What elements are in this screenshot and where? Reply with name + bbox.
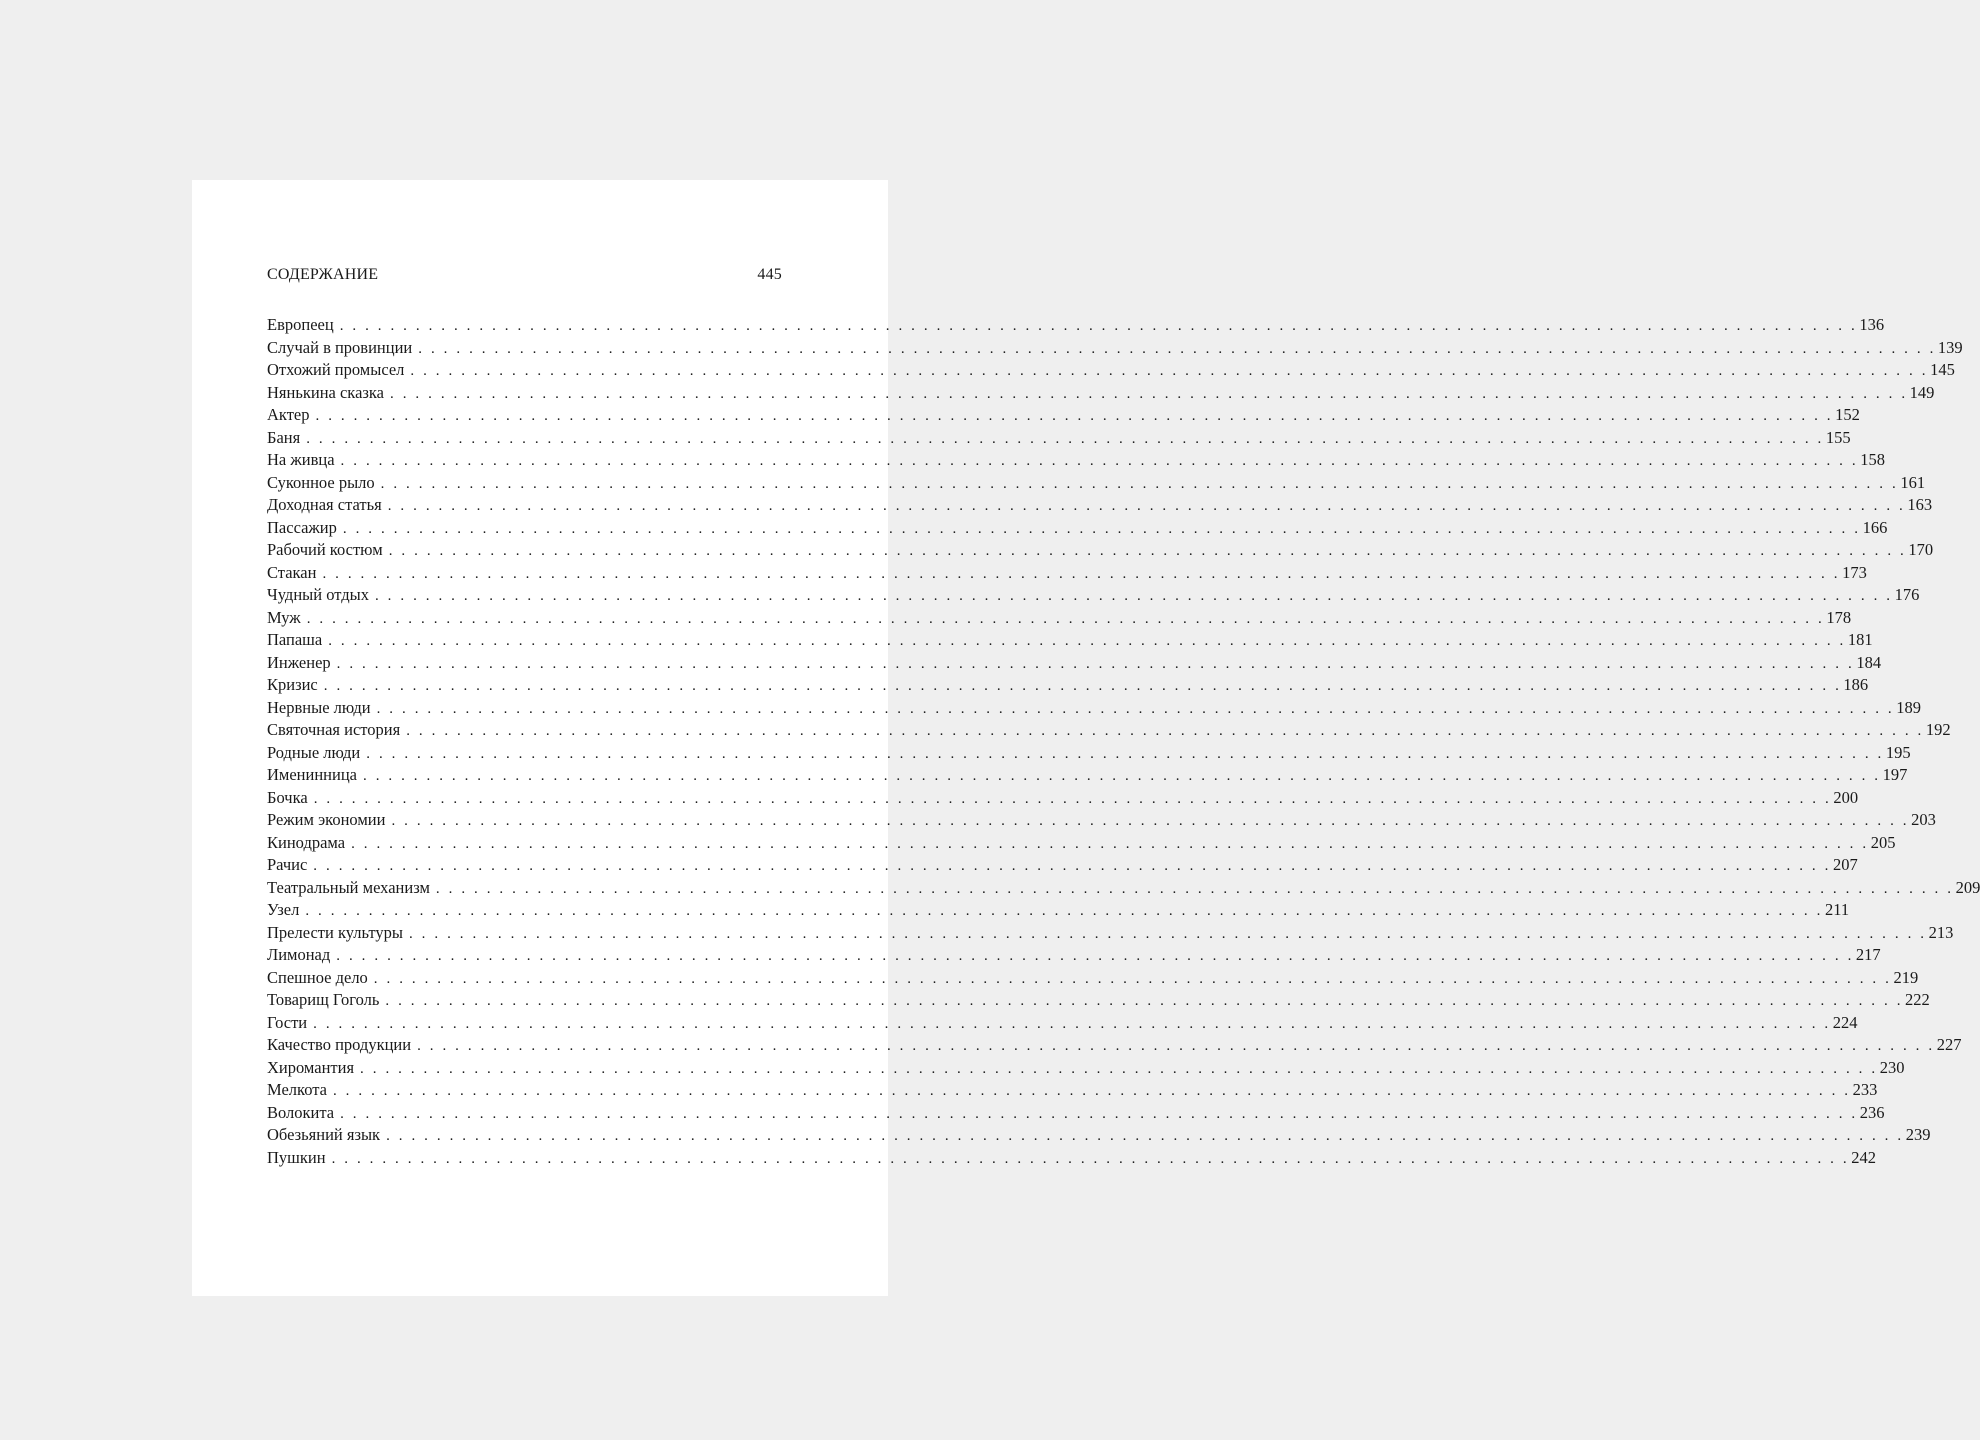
toc-entry-page: 170 [1908,540,1934,559]
dot-leader: . . . . . . . . . . . . . . . . . . . . . . . . . . . . . . . . . . . . . . . . . . . . . . . . . . . . . . . . . . . . . . . . . . . . . . . . . . . . . . . . . . . . . . . . . . . . . . . . . . . . . . . . . . . . . . . . . . . . . . . . [331,1150,1850,1167]
toc-entry [267,1124,1931,1147]
dot-leader: . . . . . . . . . . . . . . . . . . . . . . . . . . . . . . . . . . . . . . . . . . . . . . . . . . . . . . . . . . . . . . . . . . . . . . . . . . . . . . . . . . . . . . . . . . . . . . . . . . . . . . . . . . . . . . . . . . . . . . . . [306,430,1824,447]
toc-entry [267,404,1860,427]
toc-entry-page: 163 [1907,495,1933,514]
toc-entry-page: 219 [1893,967,1919,987]
toc-entry [267,472,1926,495]
toc-entry [267,787,1859,810]
dot-leader: . . . . . . . . . . . . . . . . . . . . . . . . . . . . . . . . . . . . . . . . . . . . . . . . . . . . . . . . . . . . . . . . . . . . . . . . . . . . . . . . . . . . . . . . . . . . . . . . . . . . . . . . . . . . . . . . . . . . . . . . [376,700,1895,717]
dot-leader: . . . . . . . . . . . . . . . . . . . . . . . . . . . . . . . . . . . . . . . . . . . . . . . . . . . . . . . . . . . . . . . . . . . . . . . . . . . . . . . . . . . . . . . . . . . . . . . . . . . . . . . . . . . . . . . . . . . . . . . . [363,768,1881,784]
toc-entry-page: 213 [1928,922,1954,942]
toc-entry-page: 211 [1824,900,1850,919]
toc-entry [267,899,1850,922]
toc-entry-title: Качество продукции [267,1035,412,1054]
toc-entry-title: Товарищ Гоголь [267,990,380,1009]
toc-entry-title: Кинодрама [267,832,346,852]
toc-entry-page: 166 [1862,517,1888,537]
toc-entry [267,809,1936,832]
dot-leader: . . . . . . . . . . . . . . . . . . . . . . . . . . . . . . . . . . . . . . . . . . . . . . . . . . . . . . . . . . . . . . . . . . . . . . . . . . . . . . . . . . . . . . . . . . . . . . . . . . . . . . . . . . . . . . . . . . . . . . . . [315,408,1834,424]
toc-entry-page: 242 [1851,1147,1876,1167]
toc-entry [267,877,1980,900]
toc-entry-title: Кризис [267,675,318,694]
dot-leader: . . . . . . . . . . . . . . . . . . . . . . . . . . . . . . . . . . . . . . . . . . . . . . . . . . . . . . . . . . . . . . . . . . . . . . . . . . . . . . . . . . . . . . . . . . . . . . . . . . . . . . . . . . . . . . . . . . . . . . . . [323,678,1842,694]
toc-entry-page: 236 [1859,1102,1885,1122]
toc-entry-title: Спешное дело [267,967,368,987]
toc-entry-title: Именинница [267,765,357,784]
toc-entry-title: Пушкин [267,1147,326,1167]
toc-entry-title: Гости [267,1012,308,1032]
toc-entry-page: 217 [1855,945,1881,964]
dot-leader: . . . . . . . . . . . . . . . . . . . . . . . . . . . . . . . . . . . . . . . . . . . . . . . . . . . . . . . . . . . . . . . . . . . . . . . . . . . . . . . . . . . . . . . . . . . . . . . . . . . . . . . . . . . . . . . . . . . . . . . . [373,970,1892,987]
toc-entry-page: 200 [1833,787,1859,807]
toc-entry [267,1012,1858,1035]
dot-leader: . . . . . . . . . . . . . . . . . . . . . . . . . . . . . . . . . . . . . . . . . . . . . . . . . . . . . . . . . . . . . . . . . . . . . . . . . . . . . . . . . . . . . . . . . . . . . . . . . . . . . . . . . . . . . . . . . . . . . . . . [306,610,1825,627]
toc-entry [267,832,1896,855]
toc-entry-title: Режим экономии [267,810,386,829]
toc-entry [267,337,1963,360]
toc-entry-title: Суконное рыло [267,472,375,492]
toc-entry-page: 222 [1905,990,1930,1009]
toc-entry-page: 152 [1835,405,1860,424]
toc-entry [267,944,1881,967]
dot-leader: . . . . . . . . . . . . . . . . . . . . . . . . . . . . . . . . . . . . . . . . . . . . . . . . . . . . . . . . . . . . . . . . . . . . . . . . . . . . . . . . . . . . . . . . . . . . . . . . . . . . . . . . . . . . . . . . . . . . . . . . [406,723,1924,739]
toc-entry-title: На живца [267,450,335,469]
toc-entry [267,314,1885,337]
toc-entry [267,652,1882,675]
toc-entry [267,382,1935,405]
toc-entry [267,359,1955,382]
dot-leader: . . . . . . . . . . . . . . . . . . . . . . . . . . . . . . . . . . . . . . . . . . . . . . . . . . . . . . . . . . . . . . . . . . . . . . . . . . . . . . . . . . . . . . . . . . . . . . . . . . . . . . . . . . . . . . . . . . . . . . . . [336,948,1854,964]
toc-entry [267,449,1885,472]
toc-entry-title: Папаша [267,630,323,649]
toc-entry-page: 149 [1909,382,1935,402]
toc-entry [267,1057,1905,1080]
dot-leader: . . . . . . . . . . . . . . . . . . . . . . . . . . . . . . . . . . . . . . . . . . . . . . . . . . . . . . . . . . . . . . . . . . . . . . . . . . . . . . . . . . . . . . . . . . . . . . . . . . . . . . . . . . . . . . . . . . . . . . . . [328,633,1846,649]
dot-leader: . . . . . . . . . . . . . . . . . . . . . . . . . . . . . . . . . . . . . . . . . . . . . . . . . . . . . . . . . . . . . . . . . . . . . . . . . . . . . . . . . . . . . . . . . . . . . . . . . . . . . . . . . . . . . . . . . . . . . . . . [386,1128,1904,1144]
toc-entry-page: 192 [1925,720,1951,739]
toc-entry-title: Обезьяний язык [267,1125,381,1144]
toc-entry-page: 197 [1882,765,1908,784]
toc-entry-title: Инженер [267,652,331,672]
toc-entry [267,494,1933,517]
toc-entry-title: Отхожий промысел [267,360,405,379]
dot-leader: . . . . . . . . . . . . . . . . . . . . . . . . . . . . . . . . . . . . . . . . . . . . . . . . . . . . . . . . . . . . . . . . . . . . . . . . . . . . . . . . . . . . . . . . . . . . . . . . . . . . . . . . . . . . . . . . . . . . . . . . [360,1060,1878,1077]
dot-leader: . . . . . . . . . . . . . . . . . . . . . . . . . . . . . . . . . . . . . . . . . . . . . . . . . . . . . . . . . . . . . . . . . . . . . . . . . . . . . . . . . . . . . . . . . . . . . . . . . . . . . . . . . . . . . . . . . . . . . . . . [332,1083,1851,1099]
toc-entry-page: 178 [1826,607,1852,627]
toc-entry-title: Прелести культуры [267,922,403,942]
toc-entry-page: 158 [1860,450,1885,469]
dot-leader: . . . . . . . . . . . . . . . . . . . . . . . . . . . . . . . . . . . . . . . . . . . . . . . . . . . . . . . . . . . . . . . . . . . . . . . . . . . . . . . . . . . . . . . . . . . . . . . . . . . . . . . . . . . . . . . . . . . . . . . . [313,1015,1831,1032]
dot-leader: . . . . . . . . . . . . . . . . . . . . . . . . . . . . . . . . . . . . . . . . . . . . . . . . . . . . . . . . . . . . . . . . . . . . . . . . . . . . . . . . . . . . . . . . . . . . . . . . . . . . . . . . . . . . . . . . . . . . . . . . [385,993,1904,1009]
toc-entry [267,607,1852,630]
toc-entry-title: Родные люди [267,742,361,762]
toc-entry-page: 184 [1856,652,1882,672]
toc-entry-title: Рачис [267,855,308,874]
toc-entry-title: Муж [267,607,301,627]
toc-entry-page: 233 [1852,1080,1878,1099]
toc-entry-title: Доходная статья [267,495,382,514]
toc-entry [267,629,1873,652]
toc-entry-title: Случай в провинции [267,337,413,357]
toc-entry [267,427,1851,450]
toc-entry [267,674,1869,697]
toc-entry-title: Лимонад [267,945,331,964]
toc-entry-title: Рабочий костюм [267,540,383,559]
toc-entry [267,562,1867,585]
page-number: 445 [757,266,782,283]
dot-leader: . . . . . . . . . . . . . . . . . . . . . . . . . . . . . . . . . . . . . . . . . . . . . . . . . . . . . . . . . . . . . . . . . . . . . . . . . . . . . . . . . . . . . . . . . . . . . . . . . . . . . . . . . . . . . . . . . . . . . . . . [380,475,1899,492]
toc-entry-title: Бочка [267,787,308,807]
toc-entry [267,517,1888,540]
toc-entry-page: 209 [1955,877,1980,897]
toc-entry-page: 203 [1911,810,1936,829]
toc-entry [267,742,1911,765]
table-of-contents [267,314,1980,1169]
dot-leader: . . . . . . . . . . . . . . . . . . . . . . . . . . . . . . . . . . . . . . . . . . . . . . . . . . . . . . . . . . . . . . . . . . . . . . . . . . . . . . . . . . . . . . . . . . . . . . . . . . . . . . . . . . . . . . . . . . . . . . . . [417,1038,1935,1054]
toc-entry [267,1147,1876,1170]
toc-entry [267,1034,1962,1057]
dot-leader: . . . . . . . . . . . . . . . . . . . . . . . . . . . . . . . . . . . . . . . . . . . . . . . . . . . . . . . . . . . . . . . . . . . . . . . . . . . . . . . . . . . . . . . . . . . . . . . . . . . . . . . . . . . . . . . . . . . . . . . . [342,520,1861,537]
dot-leader: . . . . . . . . . . . . . . . . . . . . . . . . . . . . . . . . . . . . . . . . . . . . . . . . . . . . . . . . . . . . . . . . . . . . . . . . . . . . . . . . . . . . . . . . . . . . . . . . . . . . . . . . . . . . . . . . . . . . . . . . [435,880,1954,897]
toc-entry [267,1079,1878,1102]
toc-entry-page: 173 [1842,562,1867,582]
dot-leader: . . . . . . . . . . . . . . . . . . . . . . . . . . . . . . . . . . . . . . . . . . . . . . . . . . . . . . . . . . . . . . . . . . . . . . . . . . . . . . . . . . . . . . . . . . . . . . . . . . . . . . . . . . . . . . . . . . . . . . . . [336,655,1855,672]
toc-entry-page: 189 [1896,697,1921,717]
dot-leader: . . . . . . . . . . . . . . . . . . . . . . . . . . . . . . . . . . . . . . . . . . . . . . . . . . . . . . . . . . . . . . . . . . . . . . . . . . . . . . . . . . . . . . . . . . . . . . . . . . . . . . . . . . . . . . . . . . . . . . . . [374,588,1893,604]
toc-entry-page: 155 [1825,427,1851,447]
toc-entry-title: Святочная история [267,720,401,739]
running-head [267,266,782,284]
toc-entry-page: 139 [1937,337,1963,357]
toc-entry-title: Волокита [267,1102,335,1122]
toc-entry [267,539,1934,562]
dot-leader: . . . . . . . . . . . . . . . . . . . . . . . . . . . . . . . . . . . . . . . . . . . . . . . . . . . . . . . . . . . . . . . . . . . . . . . . . . . . . . . . . . . . . . . . . . . . . . . . . . . . . . . . . . . . . . . . . . . . . . . . [391,813,1910,829]
toc-entry [267,989,1930,1012]
dot-leader: . . . . . . . . . . . . . . . . . . . . . . . . . . . . . . . . . . . . . . . . . . . . . . . . . . . . . . . . . . . . . . . . . . . . . . . . . . . . . . . . . . . . . . . . . . . . . . . . . . . . . . . . . . . . . . . . . . . . . . . . [418,340,1936,357]
dot-leader: . . . . . . . . . . . . . . . . . . . . . . . . . . . . . . . . . . . . . . . . . . . . . . . . . . . . . . . . . . . . . . . . . . . . . . . . . . . . . . . . . . . . . . . . . . . . . . . . . . . . . . . . . . . . . . . . . . . . . . . . [387,498,1906,514]
dot-leader: . . . . . . . . . . . . . . . . . . . . . . . . . . . . . . . . . . . . . . . . . . . . . . . . . . . . . . . . . . . . . . . . . . . . . . . . . . . . . . . . . . . . . . . . . . . . . . . . . . . . . . . . . . . . . . . . . . . . . . . . [388,543,1907,559]
toc-entry-title: Нянькина сказка [267,382,385,402]
toc-entry-title: Нервные люди [267,697,371,717]
toc-entry-page: 224 [1832,1012,1858,1032]
toc-entry [267,764,1908,787]
toc-entry-title: Баня [267,427,301,447]
toc-entry-title: Актер [267,405,310,424]
dot-leader: . . . . . . . . . . . . . . . . . . . . . . . . . . . . . . . . . . . . . . . . . . . . . . . . . . . . . . . . . . . . . . . . . . . . . . . . . . . . . . . . . . . . . . . . . . . . . . . . . . . . . . . . . . . . . . . . . . . . . . . . [408,925,1927,942]
dot-leader: . . . . . . . . . . . . . . . . . . . . . . . . . . . . . . . . . . . . . . . . . . . . . . . . . . . . . . . . . . . . . . . . . . . . . . . . . . . . . . . . . . . . . . . . . . . . . . . . . . . . . . . . . . . . . . . . . . . . . . . . [366,745,1884,762]
toc-entry-title: Стакан [267,562,317,582]
toc-entry-title: Европеец [267,315,334,334]
dot-leader: . . . . . . . . . . . . . . . . . . . . . . . . . . . . . . . . . . . . . . . . . . . . . . . . . . . . . . . . . . . . . . . . . . . . . . . . . . . . . . . . . . . . . . . . . . . . . . . . . . . . . . . . . . . . . . . . . . . . . . . . [340,453,1859,469]
toc-entry-page: 136 [1859,315,1885,334]
toc-entry-page: 230 [1879,1057,1905,1077]
toc-entry [267,854,1858,877]
toc-entry-page: 145 [1930,360,1955,379]
toc-entry [267,719,1951,742]
toc-entry-page: 186 [1843,675,1869,694]
toc-entry [267,922,1954,945]
toc-entry-page: 239 [1905,1125,1931,1144]
toc-entry [267,1102,1885,1125]
toc-entry-page: 161 [1900,472,1926,492]
dot-leader: . . . . . . . . . . . . . . . . . . . . . . . . . . . . . . . . . . . . . . . . . . . . . . . . . . . . . . . . . . . . . . . . . . . . . . . . . . . . . . . . . . . . . . . . . . . . . . . . . . . . . . . . . . . . . . . . . . . . . . . . [410,363,1929,379]
toc-entry-title: Театральный механизм [267,877,430,897]
toc-entry [267,967,1919,990]
dot-leader: . . . . . . . . . . . . . . . . . . . . . . . . . . . . . . . . . . . . . . . . . . . . . . . . . . . . . . . . . . . . . . . . . . . . . . . . . . . . . . . . . . . . . . . . . . . . . . . . . . . . . . . . . . . . . . . . . . . . . . . . [305,903,1823,919]
toc-entry-title: Узел [267,900,300,919]
toc-entry-title: Чудный отдых [267,585,369,604]
dot-leader: . . . . . . . . . . . . . . . . . . . . . . . . . . . . . . . . . . . . . . . . . . . . . . . . . . . . . . . . . . . . . . . . . . . . . . . . . . . . . . . . . . . . . . . . . . . . . . . . . . . . . . . . . . . . . . . . . . . . . . . . [313,858,1831,874]
book-page [192,180,1980,1296]
toc-entry-page: 227 [1936,1035,1962,1054]
toc-entry-title: Мелкота [267,1080,327,1099]
section-title: СОДЕРЖАНИЕ [267,266,379,283]
toc-entry-title: Хиромантия [267,1057,355,1077]
dot-leader: . . . . . . . . . . . . . . . . . . . . . . . . . . . . . . . . . . . . . . . . . . . . . . . . . . . . . . . . . . . . . . . . . . . . . . . . . . . . . . . . . . . . . . . . . . . . . . . . . . . . . . . . . . . . . . . . . . . . . . . . [313,790,1832,807]
toc-entry [267,697,1921,720]
dot-leader: . . . . . . . . . . . . . . . . . . . . . . . . . . . . . . . . . . . . . . . . . . . . . . . . . . . . . . . . . . . . . . . . . . . . . . . . . . . . . . . . . . . . . . . . . . . . . . . . . . . . . . . . . . . . . . . . . . . . . . . . [390,385,1908,402]
dot-leader: . . . . . . . . . . . . . . . . . . . . . . . . . . . . . . . . . . . . . . . . . . . . . . . . . . . . . . . . . . . . . . . . . . . . . . . . . . . . . . . . . . . . . . . . . . . . . . . . . . . . . . . . . . . . . . . . . . . . . . . . [340,1105,1858,1122]
dot-leader: . . . . . . . . . . . . . . . . . . . . . . . . . . . . . . . . . . . . . . . . . . . . . . . . . . . . . . . . . . . . . . . . . . . . . . . . . . . . . . . . . . . . . . . . . . . . . . . . . . . . . . . . . . . . . . . . . . . . . . . . [339,318,1858,334]
toc-entry-page: 205 [1870,832,1896,852]
toc-entry-page: 176 [1894,585,1920,604]
toc-entry-title: Пассажир [267,517,337,537]
toc-entry [267,584,1920,607]
toc-entry-page: 195 [1885,742,1911,762]
dot-leader: . . . . . . . . . . . . . . . . . . . . . . . . . . . . . . . . . . . . . . . . . . . . . . . . . . . . . . . . . . . . . . . . . . . . . . . . . . . . . . . . . . . . . . . . . . . . . . . . . . . . . . . . . . . . . . . . . . . . . . . . [351,835,1869,852]
toc-entry-page: 207 [1832,855,1858,874]
toc-entry-page: 181 [1847,630,1873,649]
dot-leader: . . . . . . . . . . . . . . . . . . . . . . . . . . . . . . . . . . . . . . . . . . . . . . . . . . . . . . . . . . . . . . . . . . . . . . . . . . . . . . . . . . . . . . . . . . . . . . . . . . . . . . . . . . . . . . . . . . . . . . . . [322,565,1841,582]
